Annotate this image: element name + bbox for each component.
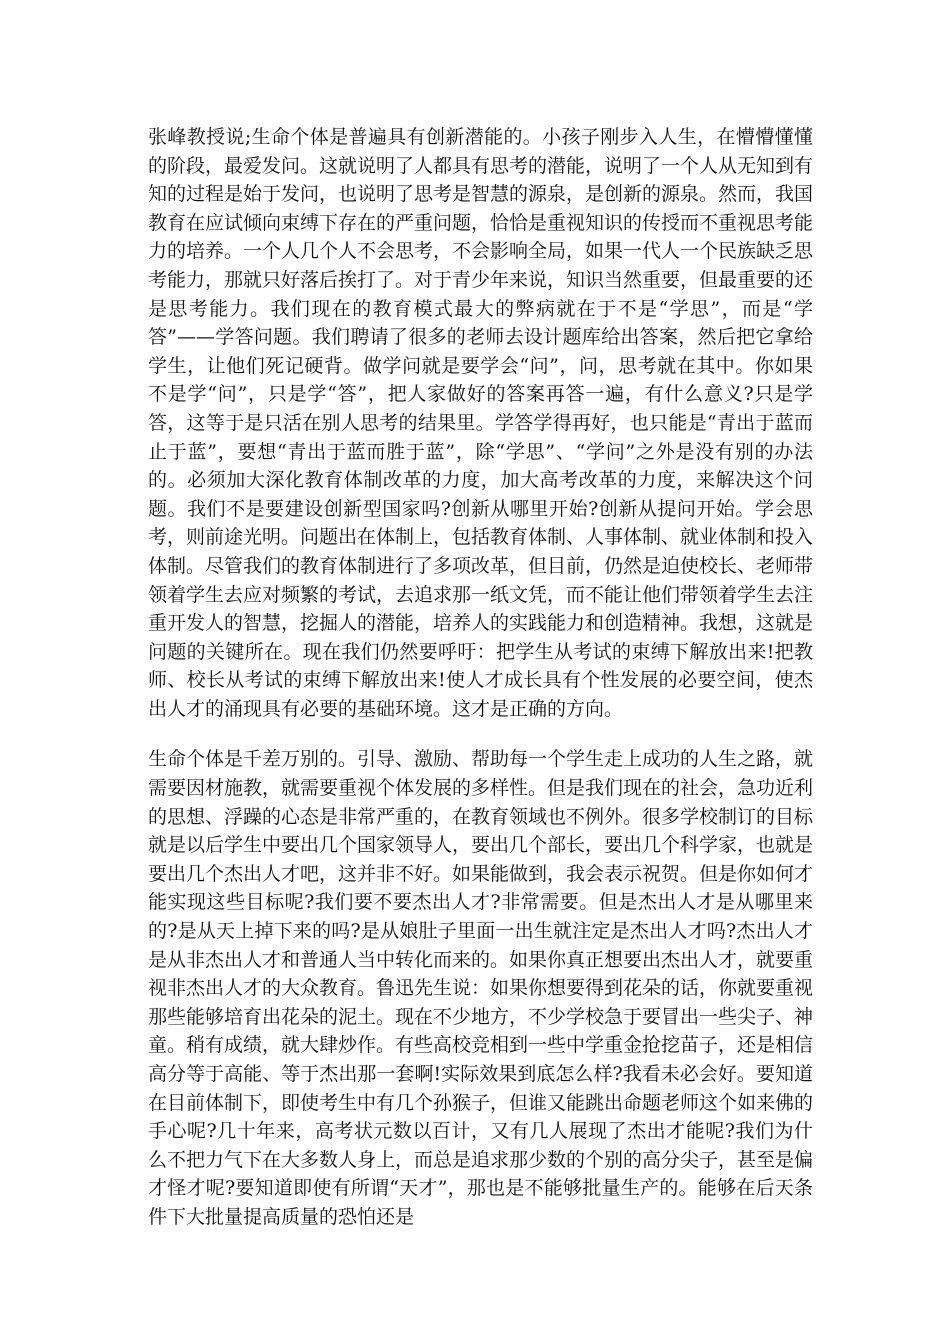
document-body [148, 123, 813, 1232]
paragraph-2: 生命个体是千差万别的。引导、激励、帮助每一个学生走上成功的人生之路，就需要因材施教，就需要重视个体发展的多样性。但是我们现在的社会，急功近利的思想、浮躁的心态是非常严重的，在教育领域也不例外。很多学校制订的目标就是以后学生中要出几个国家领导人，要出几个部长，要出几个科学家，也就是要出几个杰出人才吧，这并非不好。如果能做到，我会表示祝贺。但是你如何才能实现这些目标呢?我们要不要杰出人才?非常需要。但是杰出人才是从哪里来的?是从天上掉下来的吗?是从娘肚子里面一出生就注定是杰出人才吗?杰出人才是从非杰出人才和普通人当中转化而来的。如果你真正想要出杰出人才，就要重视非杰出人才的大众教育。鲁迅先生说：如果你想要得到花朵的话，你就要重视那些能够培育出花朵的泥土。现在不少地方，不少学校急于要冒出一些尖子、神童。稍有成绩，就大肆炒作。有些高校竞相到一些中学重金抢挖苗子，还是相信高分等于高能、等于杰出那一套啊!实际效果到底怎么样?我看未必会好。要知道在目前体制下，即使考生中有几个孙猴子，但谁又能跳出命题老师这个如来佛的手心呢?几十年来，高考状元数以百计，又有几人展现了杰出才能呢?我们为什么不把力气下在大多数人身上，而总是追求那少数的个别的高分尖子，甚至是偏才怪才呢?要知道即使有所谓“天才”，那也是不能够批量生产的。能够在后天条件下大批量提高质量的恐怕还是 [148, 748, 814, 1228]
paragraph-1: 张峰教授说;生命个体是普遍具有创新潜能的。小孩子刚步入人生，在懵懵懂懂的阶段，最爱发问。这就说明了人都具有思考的潜能，说明了一个人从无知到有知的过程是始于发问，也说明了思考是智慧的源泉，是创新的源泉。然而，我国教育在应试倾向束缚下存在的严重问题，恰恰是重视知识的传授而不重视思考能力的培养。一个人几个人不会思考，不会影响全局，如果一代人一个民族缺乏思考能力，那就只好落后挨打了。对于青少年来说，知识当然重要，但最重要的还是思考能力。我们现在的教育模式最大的弊病就在于不是“学思”，而是“学答”——学答问题。我们聘请了很多的老师去设计题库给出答案，然后把它拿给学生，让他们死记硬背。做学问就是要学会“问”，问，思考就在其中。你如果不是学“问”，只是学“答”，把人家做好的答案再答一遍，有什么意义?只是学答，这等于是只活在别人思考的结果里。学答学得再好，也只能是“青出于蓝而止于蓝”，要想“青出于蓝而胜于蓝”，除“学思”、“学问”之外是没有别的办法的。必须加大深化教育体制改革的力度，加大高考改革的力度，来解决这个问题。我们不是要建设创新型国家吗?创新从哪里开始?创新从提问开始。学会思考，则前途光明。问题出在体制上，包括教育体制、人事体制、就业体制和投入体制。尽管我们的教育体制进行了多项改革，但目前，仍然是迫使校长、老师带领着学生去应对频繁的考试，去追求那一纸文凭，而不能让他们带领着学生去注重开发人的智慧，挖掘人的潜能，培养人的实践能力和创造精神。我想，这就是问题的关键所在。现在我们仍然要呼吁：把学生从考试的束缚下解放出来!把教师、校长从考试的束缚下解放出来!使人才成长具有个性发展的必要空间，使杰出人才的涌现具有必要的基础环境。这才是正确的方向。 [148, 126, 814, 720]
